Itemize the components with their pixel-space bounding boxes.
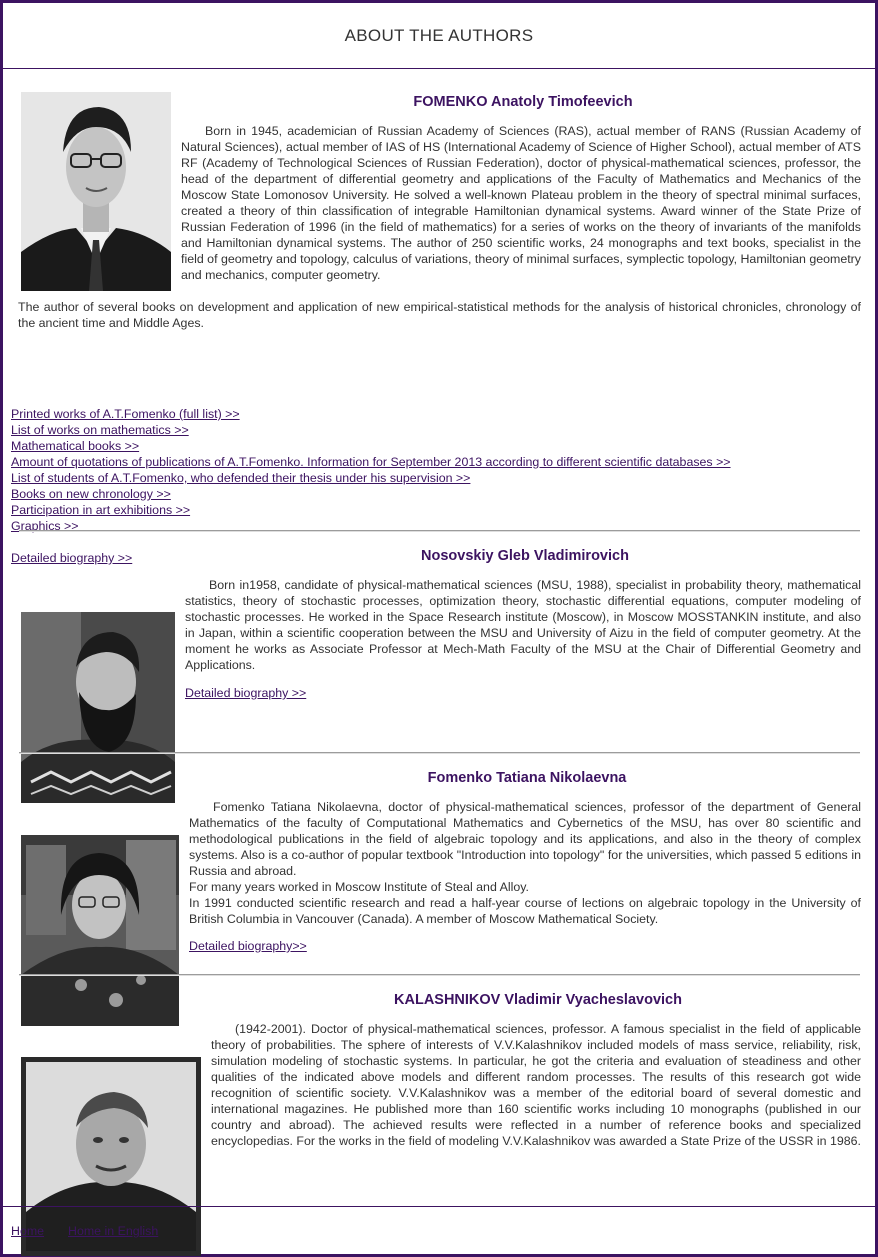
- tatiana-bio-p2: For many years worked in Moscow Institute of Steal and Alloy.: [189, 880, 529, 894]
- link-printed-works[interactable]: Printed works of A.T.Fomenko (full list) >>: [11, 407, 240, 421]
- footer-home-link[interactable]: Home: [11, 1224, 45, 1238]
- link-students[interactable]: List of students of A.T.Fomenko, who defended their thesis under his supervision >>: [11, 471, 471, 485]
- page-title: ABOUT THE AUTHORS: [344, 25, 534, 45]
- tatiana-bio-p3: In 1991 conducted scientific research and read a half-year course of lections on algebraic topology in the University of British Columbia in Vancouver (Canada). A member of Moscow Mathematical Society.: [189, 896, 861, 926]
- separator-3: [19, 974, 860, 976]
- separator-2: [19, 752, 860, 754]
- tatiana-bio-p1: Fomenko Tatiana Nikolaevna, doctor of physical-mathematical sciences, professor of the department of General Mathematics of the faculty of Computational Mathematics and Cybernetics of the MSU, has over 80 scientific and methodological publications in the field of algebraic topology and its applications, and also in the theory of complex systems. Also is a co-author of popular textbook "Introduction into topology" for the universities, which passed 5 editions in Russia and abroad.: [189, 800, 861, 878]
- kalashnikov-bio: (1942-2001). Doctor of physical-mathematical sciences, professor. A famous specialist in the field of applicable theory of probabilities. The sphere of interests of V.V.Kalashnikov included models of mass service, reliability, risk, simulation modeling of stochastic systems. In particular, he got the criteria and evaluation of steadiness and other qualities of the indicated above models and different random processes. The results of this research got wide recognition of scientific society. V.V.Kalashnikov was a member of the editorial board of several domestic and international magazines. He published more than 160 scientific works including 10 monographs (published in our country and abroad). The achieved results were reflected in a number of reference books and specialized encyclopedias. For the works in the field of modeling V.V.Kalashnikov was awarded a State Prize of the USSR in 1986.: [211, 1022, 861, 1148]
- link-new-chronology[interactable]: Books on new chronology >>: [11, 487, 171, 501]
- footer-home-english-link[interactable]: Home in English: [68, 1224, 159, 1238]
- nosovskiy-biography-link[interactable]: Detailed biography >>: [185, 686, 307, 700]
- link-quotations[interactable]: Amount of quotations of publications of A.T.Fomenko. Information for September 2013 according to different scientific databases >>: [11, 455, 731, 469]
- fomenko-name: FOMENKO Anatoly Timofeevich: [413, 94, 633, 110]
- link-art-exhibitions[interactable]: Participation in art exhibitions >>: [11, 503, 191, 517]
- nosovskiy-bio: Born in1958, candidate of physical-mathematical sciences (MSU, 1988), specialist in probability theory, mathematical statistics, theory of stochastic processes, optimization theory, stochastic differential equations, computer modeling of stochastic processes. He worked in the Space Research institute (Moscow), in Moscow MOSSTANKIN institute, and also in Japan, within a scientific cooperation between the MSU and University of Aizu in the field of computer geometry. At the moment he works as Associate Professor at Mech-Math Faculty of the MSU at the Chair of Differential Geometry and Applications.: [185, 578, 861, 672]
- nosovskiy-name: Nosovskiy Gleb Vladimirovich: [421, 548, 629, 564]
- fomenko-bio: Born in 1945, academician of Russian Academy of Sciences (RAS), actual member of RANS (Russian Academy of Natural Sciences), actual member of IAS of HS (International Academy of Science of Higher School), actual member of ATS RF (Academy of Technological Sciences of Russian Federation), doctor of physical-mathematical sciences, professor, the head of the department of differential geometry and applications of the Faculty of Mathematics and Mechanics of the Moscow State Lomonosov University. He solved a well-known Plateau problem in the theory of spectral minimal surfaces, created a theory of thin classification of integrable Hamiltonian dynamical systems. Award winner of the State Prize of Russian Federation of 1996 (in the field of mathematics) for a series of works on the theory of invariants of the manifolds and Hamiltonian dynamical systems. The author of 250 scientific works, 24 monographs and text books, specialist in the field of geometry and topology, calculus of variations, theory of minimal surfaces, symplectic topology, Hamiltonian geometry and mechanics, computer geometry.: [181, 124, 861, 282]
- page-footer: [3, 1206, 875, 1256]
- link-mathematical-books[interactable]: Mathematical books >>: [11, 439, 140, 453]
- fomenko-links: [11, 406, 731, 566]
- page-header: [3, 3, 875, 69]
- separator-1: [19, 530, 860, 532]
- kalashnikov-name: KALASHNIKOV Vladimir Vyacheslavovich: [394, 992, 682, 1008]
- tatiana-bio: [189, 799, 861, 927]
- fomenko-photo: [21, 92, 171, 291]
- tatiana-name: Fomenko Tatiana Nikolaevna: [427, 770, 627, 786]
- tatiana-biography-link[interactable]: Detailed biography>>: [189, 939, 307, 953]
- nosovskiy-photo: [21, 612, 175, 803]
- fomenko-bio-extra: The author of several books on development and application of new empirical-statistical methods for the analysis of historical chronicles, chronology of the ancient time and Middle Ages.: [18, 300, 861, 330]
- tatiana-photo: [21, 835, 179, 1026]
- link-works-mathematics[interactable]: List of works on mathematics >>: [11, 423, 189, 437]
- fomenko-biography-link[interactable]: Detailed biography >>: [11, 551, 133, 565]
- link-graphics[interactable]: Graphics >>: [11, 519, 79, 533]
